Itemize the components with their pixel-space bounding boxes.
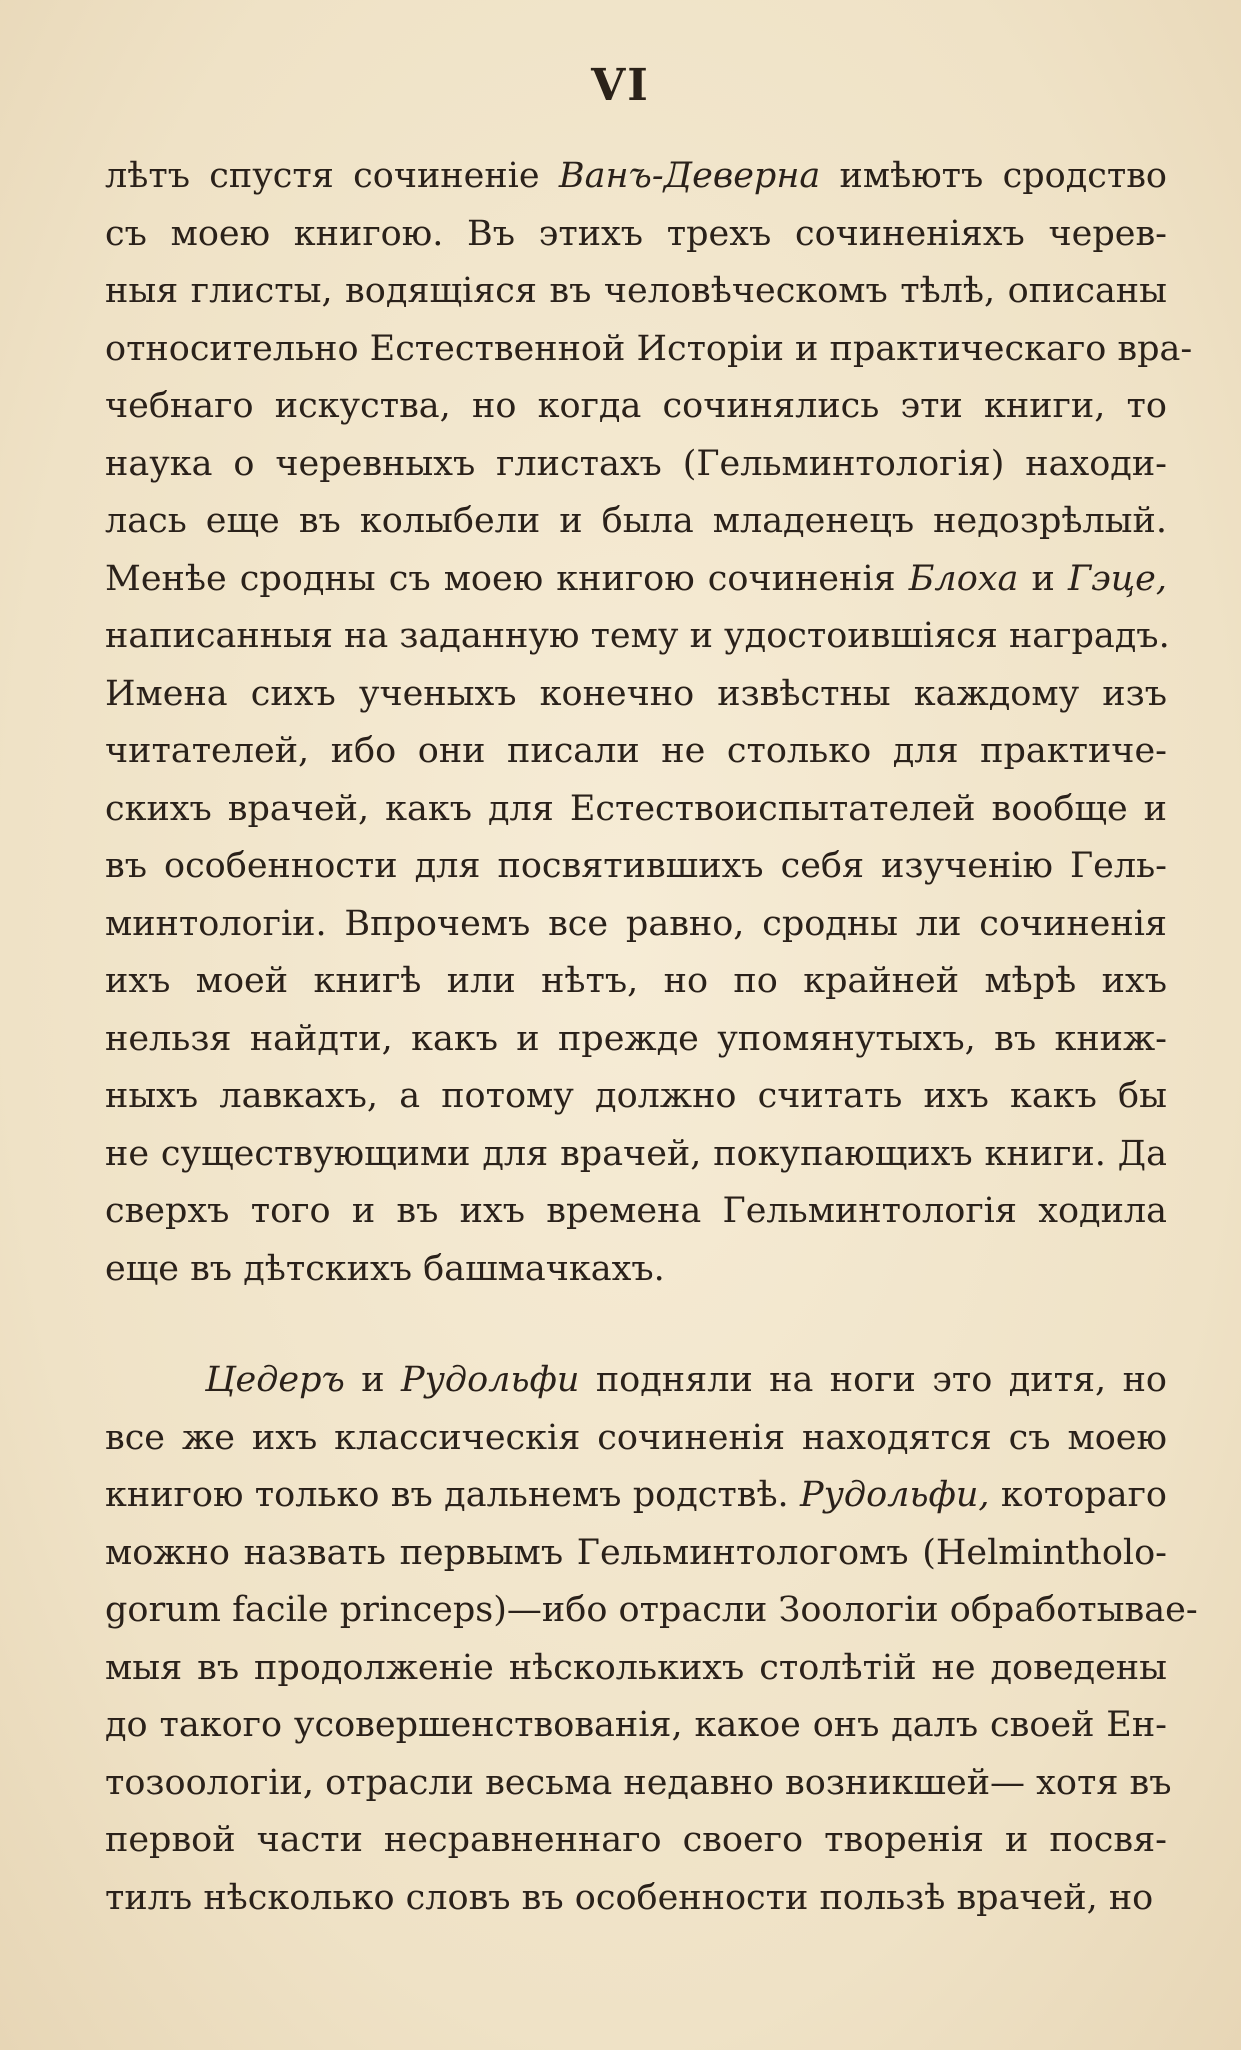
text-segment: написанныя на заданную тему и удостоившіяся наградъ.	[105, 616, 1170, 656]
text-line	[105, 896, 1167, 954]
text-segment: лась еще въ колыбели и была младенецъ недозрѣлый.	[105, 501, 1167, 541]
text-line	[105, 436, 1167, 494]
text-line	[105, 1812, 1167, 1870]
text-line	[105, 493, 1167, 551]
paragraph-2	[105, 1352, 1198, 1927]
text-line	[105, 1640, 1167, 1698]
text-segment: еще въ дѣтскихъ башмачкахъ.	[105, 1248, 665, 1289]
text-line	[105, 1126, 1167, 1184]
text-segment: нельзя найдти, какъ и прежде упомянутыхъ, въ книж-	[105, 1018, 1167, 1059]
text-line	[105, 378, 1167, 436]
text-segment: чебнаго искуства, но когда сочинялись эти книги, то	[105, 386, 1167, 426]
text-line	[105, 838, 1167, 896]
text-segment: gorum facile princeps)—ибо отрасли Зоологіи обработывае-	[105, 1590, 1198, 1630]
italic-name: Рудольфи	[401, 1360, 580, 1400]
italic-name: Блоха	[908, 558, 1019, 599]
text-line	[105, 1068, 1167, 1126]
text-line	[105, 1525, 1167, 1583]
text-segment: минтологіи. Впрочемъ все равно, сродны ли сочиненія	[105, 903, 1167, 944]
italic-name: Рудольфи,	[800, 1475, 990, 1515]
text-segment: подняли на ноги это дитя, но	[579, 1360, 1167, 1400]
text-line	[105, 263, 1167, 321]
text-segment: и	[1018, 558, 1068, 599]
text-line	[105, 1467, 1167, 1525]
text-segment: книгою только въ дальнемъ родствѣ.	[105, 1475, 801, 1515]
text-segment: лѣтъ спустя сочиненіе	[105, 156, 559, 196]
text-line	[105, 206, 1167, 264]
text-segment: тилъ нѣсколько словъ въ особенности пользѣ врачей, но	[105, 1877, 1154, 1918]
text-line	[105, 551, 1167, 609]
page-number: VI	[591, 60, 650, 111]
text-line	[105, 666, 1167, 724]
text-segment: ныя глисты, водящіяся въ человѣческомъ тѣлѣ, описаны	[105, 271, 1167, 311]
italic-name: Цедеръ	[205, 1360, 345, 1400]
text-line	[105, 1241, 1167, 1299]
text-line	[105, 953, 1167, 1011]
text-segment: и	[344, 1360, 402, 1400]
text-line	[105, 781, 1167, 839]
text-segment: можно назвать первымъ Гельминтологомъ (Helmintholo-	[105, 1532, 1167, 1573]
text-line	[105, 608, 1170, 666]
text-line	[105, 1011, 1167, 1069]
italic-name: Ванъ-Деверна	[558, 156, 821, 196]
text-line	[105, 1755, 1172, 1813]
text-line	[105, 1870, 1167, 1928]
text-segment: Имена сихъ ученыхъ конечно извѣстны каждому изъ	[105, 673, 1167, 714]
text-segment: въ особенности для посвятившихъ себя изученію Гель-	[105, 846, 1167, 886]
text-segment: все же ихъ классическія сочиненія находятся съ моею	[105, 1417, 1167, 1458]
text-line	[105, 321, 1193, 379]
text-segment: тозоологіи, отрасли весьма недавно возникшей— хотя въ	[105, 1762, 1172, 1803]
text-line	[105, 148, 1167, 206]
text-line	[105, 1183, 1167, 1241]
text-segment: Менѣе сродны съ моею книгою сочиненія	[105, 558, 909, 599]
text-segment: не существующими для врачей, покупающихъ книги. Да	[105, 1133, 1167, 1174]
paragraph-1	[105, 148, 1193, 1298]
text-line	[105, 723, 1167, 781]
text-segment: первой части несравненнаго своего творенія и посвя-	[105, 1820, 1167, 1860]
text-segment: сверхъ того и въ ихъ времена Гельминтологія ходила	[105, 1191, 1167, 1231]
text-line	[105, 1410, 1167, 1468]
text-segment: мыя въ продолженіе нѣсколькихъ столѣтій не доведены	[105, 1647, 1167, 1688]
text-segment: до такого усовершенствованія, какое онъ далъ своей Ен-	[105, 1705, 1167, 1745]
text-segment: котораго	[989, 1475, 1167, 1515]
italic-name: Гэце,	[1067, 558, 1167, 599]
text-line	[105, 1582, 1198, 1640]
text-segment: скихъ врачей, какъ для Естествоиспытателей вообще и	[105, 788, 1167, 829]
text-segment: относительно Естественной Исторіи и практическаго вра-	[105, 328, 1193, 369]
text-segment: съ моею книгою. Въ этихъ трехъ сочиненіяхъ черев-	[105, 213, 1167, 254]
text-line	[105, 1697, 1167, 1755]
text-segment: ныхъ лавкахъ, а потому должно считать ихъ какъ бы	[105, 1076, 1167, 1116]
text-segment: ихъ моей книгѣ или нѣтъ, но по крайней мѣрѣ ихъ	[105, 961, 1167, 1001]
text-segment: имѣютъ сродство	[820, 156, 1167, 196]
text-line	[105, 1352, 1167, 1410]
text-segment: читателей, ибо они писали не столько для практиче-	[105, 731, 1167, 771]
text-segment: наука о черевныхъ глистахъ (Гельминтологія) находи-	[105, 443, 1167, 484]
